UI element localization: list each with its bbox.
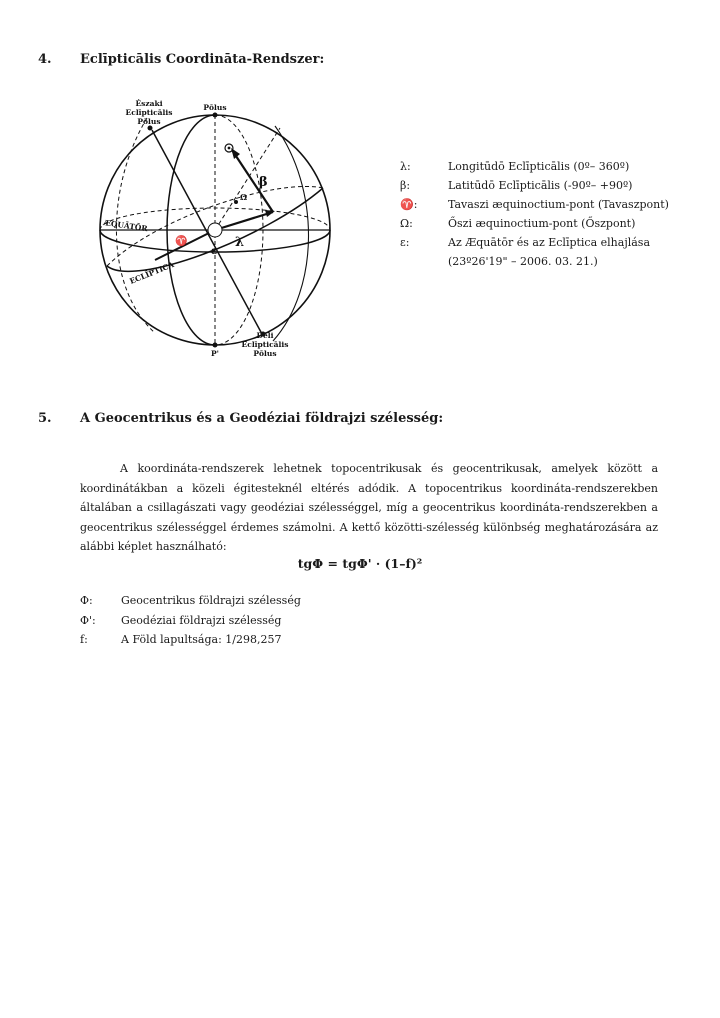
autumn-equinox-point (234, 200, 238, 204)
south-pole-label: P' (211, 349, 219, 358)
legend-symbol: β: (400, 179, 411, 192)
definition-text: A Föld lapultsága: 1/298,257 (121, 633, 282, 646)
legend-item (400, 217, 700, 236)
diagram-legend (400, 160, 700, 274)
equator-label: ÆQUĀTŌR (102, 218, 149, 234)
epsilon-label: ε (211, 246, 218, 257)
legend-continuation-row (400, 255, 700, 274)
north-ecliptic-pole-label-3: Pōlus (137, 117, 161, 126)
definition-text: Geodéziai földrajzi szélesség (121, 613, 282, 627)
ecliptic-coordinate-diagram (95, 98, 345, 368)
body-paragraph (80, 459, 658, 557)
legend-item (400, 236, 700, 255)
north-ecliptic-pole-dot (148, 126, 153, 131)
definition-text: Geocentrikus földrajzi szélesség (121, 594, 301, 607)
north-ecliptic-pole-label-2: Eclīpticālis (125, 108, 173, 117)
legend-item (400, 198, 700, 217)
north-pole-dot (213, 113, 218, 118)
definition-symbol: Φ': (80, 613, 96, 627)
legend-symbol: λ: (400, 160, 411, 173)
legend-symbol: ♈: (400, 198, 418, 211)
legend-text: Tavaszi æquinoctium-pont (Tavaszpont) (448, 198, 669, 211)
section-title: A Geocentrikus és a Geodéziai földrajzi szélesség: (80, 411, 444, 426)
ecliptic-meridian-back (273, 126, 309, 341)
definition-symbol: Φ: (80, 594, 93, 607)
section-title: Eclīpticālis Coordināta-Rendszer: (80, 52, 325, 67)
legend-item (400, 179, 700, 198)
aries-label: ♈ (175, 236, 188, 247)
legend-text: Latitūdō Eclīpticālis (-90º– +90º) (448, 179, 633, 192)
legend-symbol: Ω: (400, 217, 413, 230)
legend-continuation: (23º26'19" – 2006. 03. 21.) (448, 255, 598, 268)
legend-text: Longitūdō Eclīpticālis (0º– 360º) (448, 160, 630, 173)
lambda-label: λ (235, 235, 245, 250)
ecliptic-axis (152, 130, 262, 334)
south-ecliptic-pole-label-1: Déli (256, 331, 274, 340)
star-marker-core (228, 147, 231, 150)
ecliptic-label: ECLĪPTICA (128, 259, 176, 286)
legend-item (400, 160, 700, 179)
south-pole-dot (213, 343, 218, 348)
north-ecliptic-pole-label-1: Északi (135, 99, 163, 108)
section-number: 4. (38, 52, 52, 67)
paragraph-text: A koordináta-rendszerek lehetnek topocentrikusak és geocentrikusak, amelyek között a koordinátákban a közeli égitesteknél eltérés adódik. A topocentrikus koordináta-rendszerekben általában a csillagászati vagy geodéziai szélességgel, míg a geocentrikus koordináta-rendszerekben a geocentrikus szélességgel érdemes számolni. A kettő közötti-szélesség különbség meghatározására az alábbi képlet használható: (80, 462, 658, 553)
legend-symbol: ε: (400, 236, 410, 249)
beta-label: β (259, 175, 268, 190)
south-ecliptic-pole-label-2: Eclīpticālis (241, 340, 289, 349)
ecliptic-axis-back (215, 128, 280, 230)
legend-text: Az Æquātōr és az Eclīptica elhajlása (448, 236, 651, 249)
center-point (208, 223, 222, 237)
latitude-formula: tgΦ = tgΦ' · (1–f)² (297, 556, 423, 571)
section-number: 5. (38, 411, 52, 426)
south-ecliptic-pole-label-3: Pōlus (253, 349, 277, 358)
legend-text: Őszi æquinoctium-pont (Őszpont) (448, 217, 636, 230)
definition-symbol: f: (80, 633, 88, 646)
libra-label: Ω (240, 192, 248, 202)
pole-label: Pōlus (203, 103, 227, 112)
